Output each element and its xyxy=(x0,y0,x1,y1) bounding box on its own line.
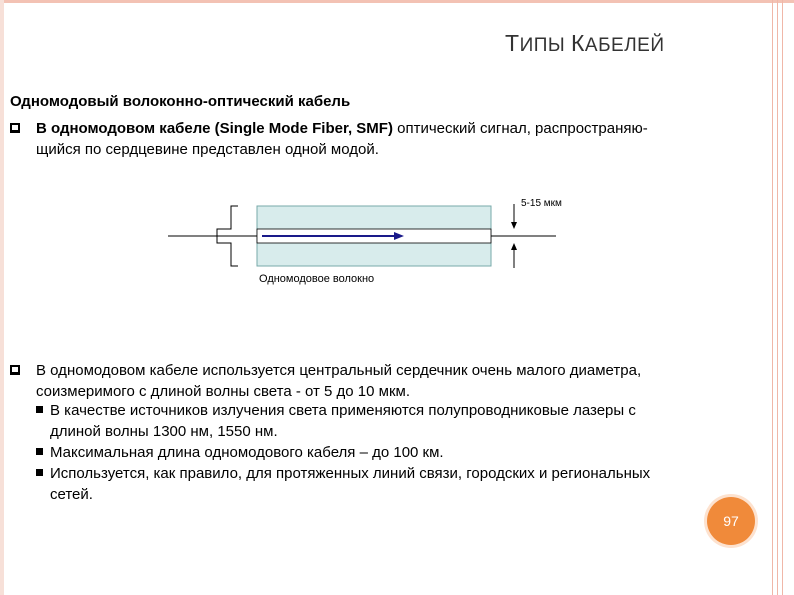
square-bullet-icon xyxy=(36,406,43,413)
section-heading: Одномодовый волоконно-оптический кабель xyxy=(10,93,351,110)
square-bullet-icon xyxy=(36,448,43,455)
paragraph-2-line-1: В одномодовом кабеле используется центральный сердечник очень малого диаметра, xyxy=(36,362,642,379)
dimension-label: 5-15 мкм xyxy=(521,198,562,209)
page-number-badge: 97 xyxy=(707,497,755,545)
fiber-label: Одномодовое волокно xyxy=(259,273,375,285)
paragraph-1-line-2: щийся по сердцевине представлен одной модой. xyxy=(36,141,379,158)
dim-arrow-top xyxy=(511,222,517,229)
bullet-item-3: Используется, как правило, для протяженных линий связи, городских и региональных сетей. xyxy=(36,463,762,505)
bullet-item-2: Максимальная длина одномодового кабеля – до 100 км. xyxy=(36,442,762,463)
paragraph-1-line-1: В одномодовом кабеле (Single Mode Fiber, SMF) оптический сигнал, распространяю- xyxy=(36,120,648,137)
paragraph-2-line-2: соизмеримого с длиной волны света - от 5 до 10 мкм. xyxy=(36,383,411,400)
slide-title: ТИПЫ КАБЕЛЕЙ xyxy=(505,30,665,56)
bullet-item-1: В качестве источников излучения света применяются полупроводниковые лазеры с длиной волны 1300 нм, 1550 нм. xyxy=(36,400,762,442)
checkbox-bullet-icon xyxy=(10,365,20,375)
square-bullet-icon xyxy=(36,469,43,476)
dim-arrow-bottom xyxy=(511,243,517,250)
